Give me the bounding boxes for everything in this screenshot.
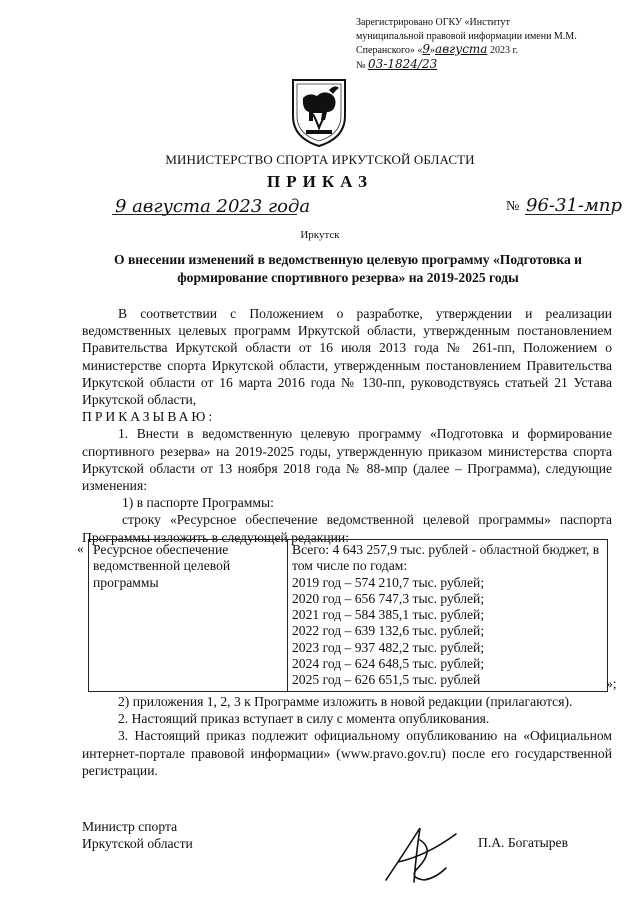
city: Иркутск [300,229,340,241]
stamp-line-1: Зарегистрировано ОГКУ «Институт [356,17,510,28]
resource-year-2024: 2024 год – 624 648,5 тыс. рублей; [292,656,485,672]
resource-year-2020: 2020 год – 656 747,3 тыс. рублей; [292,590,485,606]
resource-row-values [288,540,608,692]
resource-year-2023: 2023 год – 937 482,2 тыс. рублей; [292,639,485,655]
stamp-month: августа [435,42,488,56]
stamp-line-2: муниципальной правовой информации имени М.М. [356,30,577,42]
stamp-number-line [356,58,598,73]
order-date: 9 августа 2023 года [115,196,311,217]
ministry-name: МИНИСТЕРСТВО СПОРТА ИРКУТСКОЙ ОБЛАСТИ [165,152,475,167]
item-1: 1. Внести в ведомственную целевую программу «Подготовка и формирование спортивного резерва» на 2019-2025 годы, утвержденную приказом министерства спорта Иркутской области от 13 ноября 2018 года № 88-мпр (далее – Программа), следующие изменения: [82,426,612,494]
preamble: В соответствии с Положением о разработке, утверждении и реализации ведомственных целевых программ Иркутской области, утвержденным постановлением Правительства Иркутской области от 16 июля 2013 года № 261-пп, Положением о министерстве спорта Иркутской области, утвержденным постановлением Правительства Иркутской области от 16 марта 2016 года № 130-пп, руководствуясь статьей 21 Устава Иркутской области, [82,306,612,408]
order-body-continued [82,693,612,779]
item-1-1: 1) в паспорте Программы: [122,495,274,511]
stamp-number: 03-1824/23 [368,56,438,71]
order-number-underline [525,214,611,215]
order-body [82,305,612,546]
resource-table [88,539,608,692]
resource-year-2021: 2021 год – 584 385,1 тыс. рублей; [292,607,485,623]
irkutsk-coat-of-arms-icon [289,76,349,148]
item-1-1-text: строку «Ресурсное обеспечение ведомственной целевой программы» паспорта Программы изложить в следующей редакции: [82,512,612,545]
stamp-line-3 [356,43,598,58]
resource-row-label: Ресурсное обеспечение ведомственной целевой программы [89,540,288,692]
signer-line-2: Иркутской области [82,836,193,851]
table-quote-close: »; [606,676,617,691]
stamp-line-3-year: 2023 г. [487,45,518,56]
table-quote-open: « [77,541,84,556]
order-number-sign: № [506,199,520,214]
order-word: ПРИКАЗЫВАЮ: [82,409,216,425]
registration-stamp [356,16,598,72]
stamp-line-3-prefix: Сперанского» « [356,45,423,56]
order-date-underline [112,214,297,215]
signer-name: П.А. Богатырев [478,835,569,850]
item-2: 2. Настоящий приказ вступает в силу с момента опубликования. [118,711,490,727]
stamp-number-sign: № [356,59,369,71]
item-3: 3. Настоящий приказ подлежит официальному опубликованию на «Официальном интернет-портале правовой информации» (www.pravo.gov.ru) после его государственной регистрации. [82,728,612,778]
resource-total: Всего: 4 643 257,9 тыс. рублей - областной бюджет, в том числе по годам: [292,542,600,574]
resource-year-2022: 2022 год – 639 132,6 тыс. рублей; [292,623,485,639]
signer-position [82,818,193,852]
handwritten-signature [376,820,466,890]
stamp-line-3-mid: » [430,45,436,56]
resource-year-2019: 2019 год – 574 210,7 тыс. рублей; [292,574,485,590]
resource-year-2025: 2025 год – 626 651,5 тыс. рублей [292,672,481,688]
table-row [89,540,608,692]
order-subject: О внесении изменений в ведомственную целевую программу «Подготовка и формирование спортивного резерва» на 2019-2025 годы [113,252,583,285]
item-1-2: 2) приложения 1, 2, 3 к Программе изложить в новой редакции (прилагаются). [118,694,573,709]
document-title: ПРИКАЗ [267,172,373,191]
signer-line-1: Министр спорта [82,819,178,834]
stamp-day: 9 [422,42,431,56]
order-number: 96-31-мпр [526,195,623,216]
